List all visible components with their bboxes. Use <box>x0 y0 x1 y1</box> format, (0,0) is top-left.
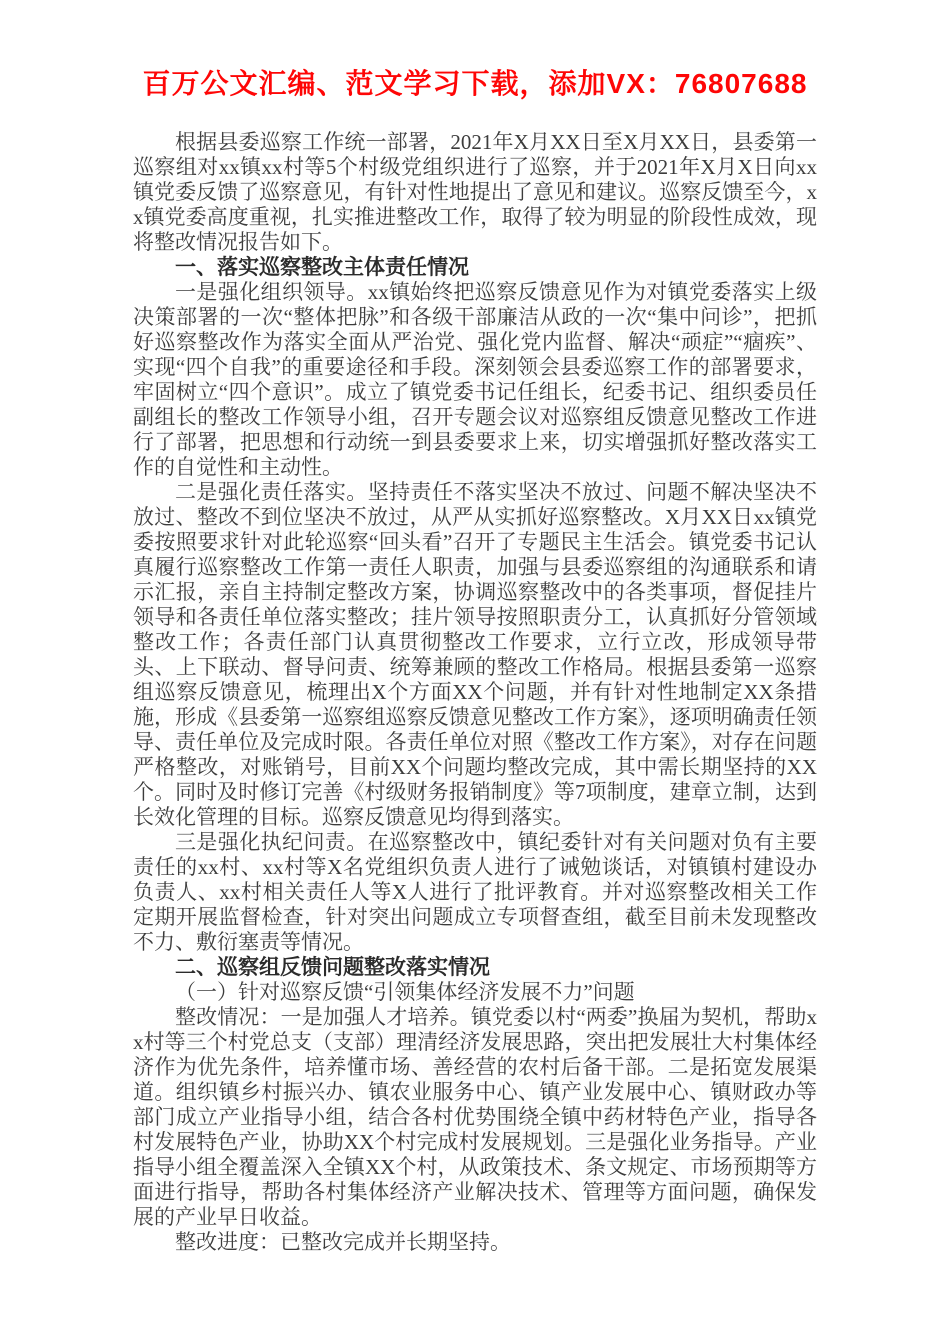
paragraph-discipline-accountability: 三是强化执纪问责。在巡察整改中，镇纪委针对有关问题对负有主要责任的xx村、xx村等X名党组织负责人进行了诫勉谈话，对镇镇村建设办负责人、xx村相关责任人等X人进行了批评教育。并对巡察整改相关工作定期开展监督检查，针对突出问题成立专项督查组，截至目前未发现整改不力、敷衍塞责等情况。 <box>133 830 817 954</box>
section-heading-2: 二、巡察组反馈问题整改落实情况 <box>175 955 490 979</box>
document-body <box>133 130 817 1255</box>
subsection-heading-1: （一）针对巡察反馈“引领集体经济发展不力”问题 <box>175 980 635 1004</box>
section-heading-1: 一、落实巡察整改主体责任情况 <box>175 255 469 279</box>
watermark-banner: 百万公文汇编、范文学习下载，添加VX：76807688 <box>142 68 808 99</box>
paragraph-organization-leadership: 一是强化组织领导。xx镇始终把巡察反馈意见作为对镇党委落实上级决策部署的一次“整体把脉”和各级干部廉洁从政的一次“集中问诊”，把抓好巡察整改作为落实全面从严治党、强化党内监督、解决“顽症”“痼疾”、实现“四个自我”的重要途径和手段。深刻领会县委巡察工作的部署要求，牢固树立“四个意识”。成立了镇党委书记任组长，纪委书记、组织委员任副组长的整改工作领导小组，召开专题会议对巡察组反馈意见整改工作进行了部署，把思想和行动统一到县委要求上来，切实增强抓好整改落实工作的自觉性和主动性。 <box>133 280 817 479</box>
paragraph-intro: 根据县委巡察工作统一部署，2021年X月XX日至X月XX日，县委第一巡察组对xx镇xx村等5个村级党组织进行了巡察，并于2021年X月X日向xx镇党委反馈了巡察意见，有针对性地提出了意见和建议。巡察反馈至今，xx镇党委高度重视，扎实推进整改工作，取得了较为明显的阶段性成效，现将整改情况报告如下。 <box>133 130 817 254</box>
paragraph-rectification-progress: 整改进度：已整改完成并长期坚持。 <box>175 1230 511 1254</box>
paragraph-rectification-details: 整改情况：一是加强人才培养。镇党委以村“两委”换届为契机，帮助xx村等三个村党总支（支部）理清经济发展思路，突出把发展壮大村集体经济作为优先条件，培养懂市场、善经营的农村后备干部。二是拓宽发展渠道。组织镇乡村振兴办、镇农业服务中心、镇产业发展中心、镇财政办等部门成立产业指导小组，结合各村优势围绕全镇中药材特色产业，指导各村发展特色产业，协助XX个村完成村发展规划。三是强化业务指导。产业指导小组全覆盖深入全镇XX个村，从政策技术、条文规定、市场预期等方面进行指导，帮助各村集体经济产业解决技术、管理等方面问题，确保发展的产业早日收益。 <box>133 1005 817 1229</box>
paragraph-responsibility-implementation: 二是强化责任落实。坚持责任不落实坚决不放过、问题不解决坚决不放过、整改不到位坚决不放过，从严从实抓好巡察整改。X月XX日xx镇党委按照要求针对此轮巡察“回头看”召开了专题民主生活会。镇党委书记认真履行巡察整改工作第一责任人职责，加强与县委巡察组的沟通联系和请示汇报，亲自主持制定整改方案，协调巡察整改中的各类事项，督促挂片领导和各责任单位落实整改；挂片领导按照职责分工，认真抓好分管领域整改工作；各责任部门认真贯彻整改工作要求，立行立改，形成领导带头、上下联动、督导问责、统筹兼顾的整改工作格局。根据县委第一巡察组巡察反馈意见，梳理出X个方面XX个问题，并有针对性地制定XX条措施，形成《县委第一巡察组巡察反馈意见整改工作方案》，逐项明确责任领导、责任单位及完成时限。各责任单位对照《整改工作方案》，对存在问题严格整改，对账销号，目前XX个问题均整改完成，其中需长期坚持的XX个。同时及时修订完善《村级财务报销制度》等7项制度，建章立制，达到长效化管理的目标。巡察反馈意见均得到落实。 <box>133 480 817 829</box>
